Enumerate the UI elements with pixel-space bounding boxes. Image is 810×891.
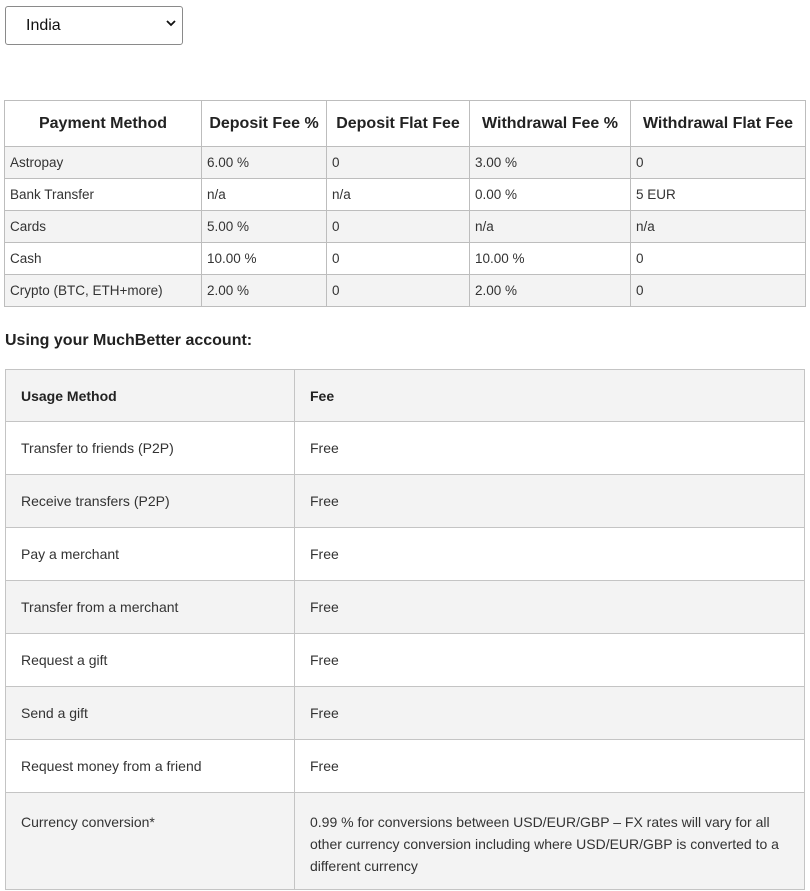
table-row — [6, 687, 805, 740]
table-cell: Currency conversion* — [6, 793, 295, 890]
country-select-value: India — [26, 16, 61, 34]
table-cell: Receive transfers (P2P) — [6, 475, 295, 528]
table-cell: Cards — [5, 211, 202, 243]
table-cell: Astropay — [5, 147, 202, 179]
table-row — [6, 793, 805, 890]
table-cell: 6.00 % — [202, 147, 327, 179]
table-cell: Transfer from a merchant — [6, 581, 295, 634]
table-cell: Free — [295, 581, 805, 634]
table-cell: 0.00 % — [470, 179, 631, 211]
table-cell: Send a gift — [6, 687, 295, 740]
table-cell: Free — [295, 422, 805, 475]
table-cell: n/a — [327, 179, 470, 211]
table-cell: 0 — [631, 243, 806, 275]
table-cell: 2.00 % — [202, 275, 327, 307]
table-cell: Free — [295, 740, 805, 793]
table-cell: n/a — [202, 179, 327, 211]
section-title: Using your MuchBetter account: — [5, 332, 253, 349]
table-row — [5, 147, 806, 179]
table-cell: 5.00 % — [202, 211, 327, 243]
table-cell: 0 — [327, 147, 470, 179]
column-header: Usage Method — [6, 370, 295, 422]
column-header: Fee — [295, 370, 805, 422]
table-row — [6, 634, 805, 687]
table-row — [5, 211, 806, 243]
table-cell: Pay a merchant — [6, 528, 295, 581]
table-cell: n/a — [631, 211, 806, 243]
column-header: Withdrawal Fee % — [470, 101, 631, 147]
table-cell: Bank Transfer — [5, 179, 202, 211]
table-cell: Transfer to friends (P2P) — [6, 422, 295, 475]
table-header-row — [5, 101, 806, 147]
table-cell: Free — [295, 634, 805, 687]
table-header-row — [6, 370, 805, 422]
table-cell: Request a gift — [6, 634, 295, 687]
table-cell: Crypto (BTC, ETH+more) — [5, 275, 202, 307]
table-cell: 10.00 % — [202, 243, 327, 275]
table-cell: 5 EUR — [631, 179, 806, 211]
table-cell: Cash — [5, 243, 202, 275]
table-cell: n/a — [470, 211, 631, 243]
table-cell: 0 — [327, 211, 470, 243]
table-cell: Request money from a friend — [6, 740, 295, 793]
table-cell: 2.00 % — [470, 275, 631, 307]
column-header: Payment Method — [5, 101, 202, 147]
usage-fees-table — [5, 369, 805, 890]
table-cell: 0 — [327, 243, 470, 275]
table-row — [5, 275, 806, 307]
table-row — [6, 740, 805, 793]
table-cell: 0 — [327, 275, 470, 307]
table-cell: Free — [295, 687, 805, 740]
table-cell: Free — [295, 475, 805, 528]
table-row — [6, 422, 805, 475]
payment-fees-table — [4, 100, 806, 307]
table-row — [5, 243, 806, 275]
table-row — [6, 581, 805, 634]
chevron-down-icon — [166, 18, 176, 28]
table-cell: Free — [295, 528, 805, 581]
table-row — [5, 179, 806, 211]
column-header: Deposit Fee % — [202, 101, 327, 147]
table-cell: 10.00 % — [470, 243, 631, 275]
table-cell: 0.99 % for conversions between USD/EUR/GBP – FX rates will vary for all other currency conversion including where USD/EUR/GBP is converted to a different currency — [295, 793, 805, 890]
table-row — [6, 528, 805, 581]
column-header: Deposit Flat Fee — [327, 101, 470, 147]
table-cell: 3.00 % — [470, 147, 631, 179]
table-cell: 0 — [631, 147, 806, 179]
table-row — [6, 475, 805, 528]
country-select[interactable] — [5, 6, 183, 45]
column-header: Withdrawal Flat Fee — [631, 101, 806, 147]
table-cell: 0 — [631, 275, 806, 307]
